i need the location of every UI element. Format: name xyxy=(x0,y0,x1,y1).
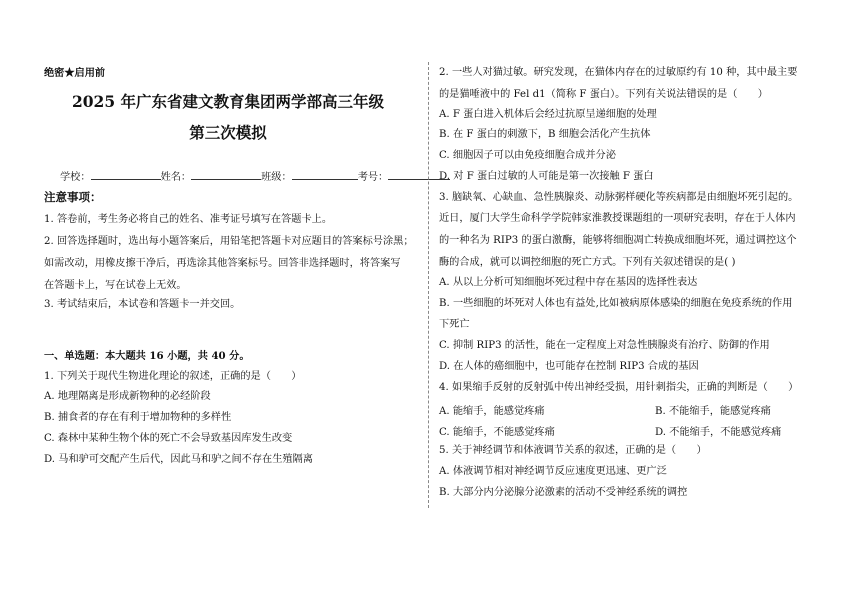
question-stem: 1. 下列关于现代生物进化理论的叙述，正确的是（ ） xyxy=(44,371,302,382)
question-stem: 4. 如果缩手反射的反射弧中传出神经受损，用针刺指尖，正确的判断是（ ） xyxy=(439,382,799,393)
answer-option-continued: 下死亡 xyxy=(439,319,470,330)
question-text: 的一种名为 RIP3 的蛋白激酶，能够将细胞凋亡转换成细胞坏死，通过调控这个 xyxy=(439,235,797,246)
exam-subtitle: 第三次模拟 xyxy=(189,123,267,142)
question-text: 3. 脑缺氧、心缺血、急性胰腺炎、动脉粥样硬化等疾病都是由细胞坏死引起的。 xyxy=(439,192,799,203)
note-line: 在答题卡上，写在试卷上无效。 xyxy=(44,280,187,291)
question-text: 的是猫唾液中的 Fel d1（简称 F 蛋白）。下列有关说法错误的是（ ） xyxy=(439,89,768,100)
name-blank[interactable] xyxy=(191,168,261,180)
question-text: 酶的合成，就可以调控细胞的死亡方式。下列有关叙述错误的是( ) xyxy=(439,257,736,268)
answer-option: A. 能缩手，能感觉疼痛 xyxy=(439,406,545,417)
question-text: 2. 一些人对猫过敏。研究发现，在猫体内存在的过敏原约有 10 种，其中最主要 xyxy=(439,67,798,78)
class-label: 班级： xyxy=(261,172,292,183)
school-label: 学校： xyxy=(60,172,91,183)
section-heading: 一、单选题：本大题共 16 小题，共 40 分。 xyxy=(44,350,250,362)
answer-option: C. 森林中某种生物个体的死亡不会导致基因库发生改变 xyxy=(44,433,293,444)
answer-option: A. 从以上分析可知细胞坏死过程中存在基因的选择性表达 xyxy=(439,277,698,288)
question-text: 近日，厦门大学生命科学学院韩家淮教授课题组的一项研究表明，存在于人体内 xyxy=(439,213,796,224)
name-label: 姓名： xyxy=(160,172,192,183)
answer-option: B. 不能缩手，能感觉疼痛 xyxy=(655,406,771,417)
column-divider xyxy=(428,62,429,508)
answer-option: B. 一些细胞的坏死对人体也有益处,比如被病原体感染的细胞在免疫系统的作用 xyxy=(439,298,793,309)
exam-no-label: 考号： xyxy=(357,172,389,183)
class-blank[interactable] xyxy=(292,168,358,180)
answer-option: D. 不能缩手，不能感觉疼痛 xyxy=(655,427,782,438)
answer-option: A. F 蛋白进入机体后会经过抗原呈递细胞的处理 xyxy=(439,109,657,120)
notes-heading: 注意事项： xyxy=(44,190,102,204)
answer-option: A. 地理隔离是形成新物种的必经阶段 xyxy=(44,391,211,402)
note-line: 如需改动，用橡皮擦干净后，再选涂其他答案标号。回答非选择题时，将答案写 xyxy=(44,258,401,269)
answer-option: B. 捕食者的存在有利于增加物种的多样性 xyxy=(44,412,232,423)
note-line: 1. 答卷前，考生务必将自己的姓名、准考证号填写在答题卡上。 xyxy=(44,214,333,225)
answer-option: B. 在 F 蛋白的刺激下，B 细胞会活化产生抗体 xyxy=(439,129,651,140)
note-line: 3. 考试结束后，本试卷和答题卡一并交回。 xyxy=(44,299,241,310)
student-info-row xyxy=(60,168,450,183)
question-stem: 5. 关于神经调节和体液调节关系的叙述，正确的是（ ） xyxy=(439,445,707,456)
confidential-mark: 绝密★启用前 xyxy=(44,67,106,79)
answer-option: D. 马和驴可交配产生后代，因此马和驴之间不存在生殖隔离 xyxy=(44,454,313,465)
answer-option: D. 对 F 蛋白过敏的人可能是第一次接触 F 蛋白 xyxy=(439,171,654,182)
answer-option: A. 体液调节相对神经调节反应速度更迅速、更广泛 xyxy=(439,466,667,477)
answer-option: B. 大部分内分泌腺分泌激素的活动不受神经系统的调控 xyxy=(439,487,688,498)
school-blank[interactable] xyxy=(91,168,161,180)
answer-option: C. 能缩手，不能感觉疼痛 xyxy=(439,427,555,438)
note-line: 2. 回答选择题时，选出每小题答案后，用铅笔把答题卡对应题目的答案标号涂黑； xyxy=(44,236,414,247)
answer-option: C. 细胞因子可以由免疫细胞合成并分泌 xyxy=(439,150,616,161)
answer-option: C. 抑制 RIP3 的活性，能在一定程度上对急性胰腺炎有治疗、防御的作用 xyxy=(439,340,770,351)
answer-option: D. 在人体的癌细胞中，也可能存在控制 RIP3 合成的基因 xyxy=(439,361,699,372)
exam-title: 2025 年广东省建文教育集团两学部高三年级 xyxy=(71,92,385,111)
